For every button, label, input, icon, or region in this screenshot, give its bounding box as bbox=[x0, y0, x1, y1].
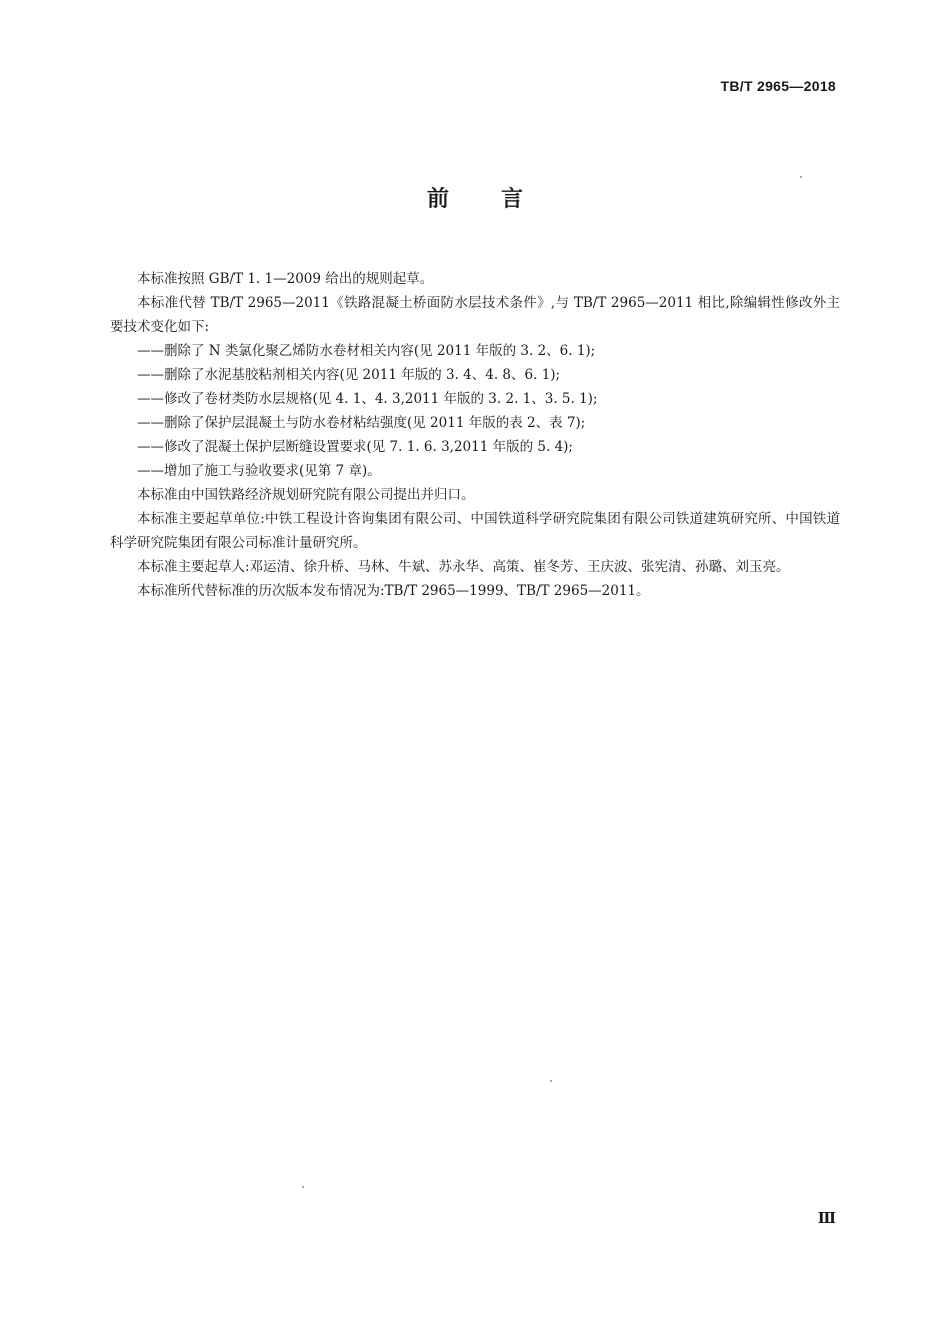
paragraph-proposer: 本标准由中国铁路经济规划研究院有限公司提出并归口。 bbox=[137, 487, 475, 503]
scan-speck bbox=[800, 176, 802, 178]
change-item: ——修改了卷材类防水层规格(见 4. 1、4. 3,2011 年版的 3. 2. 1、3. 5. 1); bbox=[137, 391, 598, 407]
paragraph-drafting-rules: 本标准按照 GB/T 1. 1—2009 给出的规则起草。 bbox=[137, 271, 434, 287]
change-item: ——修改了混凝土保护层断缝设置要求(见 7. 1. 6. 3,2011 年版的 5. 4); bbox=[137, 439, 573, 455]
change-item: ——删除了水泥基胶粘剂相关内容(见 2011 年版的 3. 4、4. 8、6. 1); bbox=[137, 367, 561, 383]
paragraph-drafters: 本标准主要起草人:邓运清、徐升桥、马林、牛斌、苏永华、高策、崔冬芳、王庆波、张宪清、孙璐、刘玉亮。 bbox=[137, 559, 790, 575]
paragraph-drafting-units: 本标准主要起草单位:中铁工程设计咨询集团有限公司、中国铁道科学研究院集团有限公司铁道建筑研究所、中国铁道科学研究院集团有限公司标准计量研究所。 bbox=[110, 511, 840, 551]
standard-code-header: TB/T 2965—2018 bbox=[720, 78, 836, 94]
paragraph-history: 本标准所代替标准的历次版本发布情况为:TB/T 2965—1999、TB/T 2965—2011。 bbox=[137, 583, 650, 599]
foreword-body bbox=[110, 267, 840, 603]
page-title: 前言 bbox=[426, 187, 575, 212]
scan-speck bbox=[302, 1186, 304, 1188]
page-number: Ⅲ bbox=[817, 1209, 836, 1227]
change-item: ——增加了施工与验收要求(见第 7 章)。 bbox=[137, 463, 381, 479]
scan-speck bbox=[550, 1080, 552, 1082]
paragraph-replacement: 本标准代替 TB/T 2965—2011《铁路混凝土桥面防水层技术条件》,与 TB/T 2965—2011 相比,除编辑性修改外主要技术变化如下: bbox=[110, 295, 840, 335]
change-item: ——删除了保护层混凝土与防水卷材粘结强度(见 2011 年版的表 2、表 7); bbox=[137, 415, 586, 431]
change-item: ——删除了 N 类氯化聚乙烯防水卷材相关内容(见 2011 年版的 3. 2、6. 1); bbox=[137, 343, 596, 359]
